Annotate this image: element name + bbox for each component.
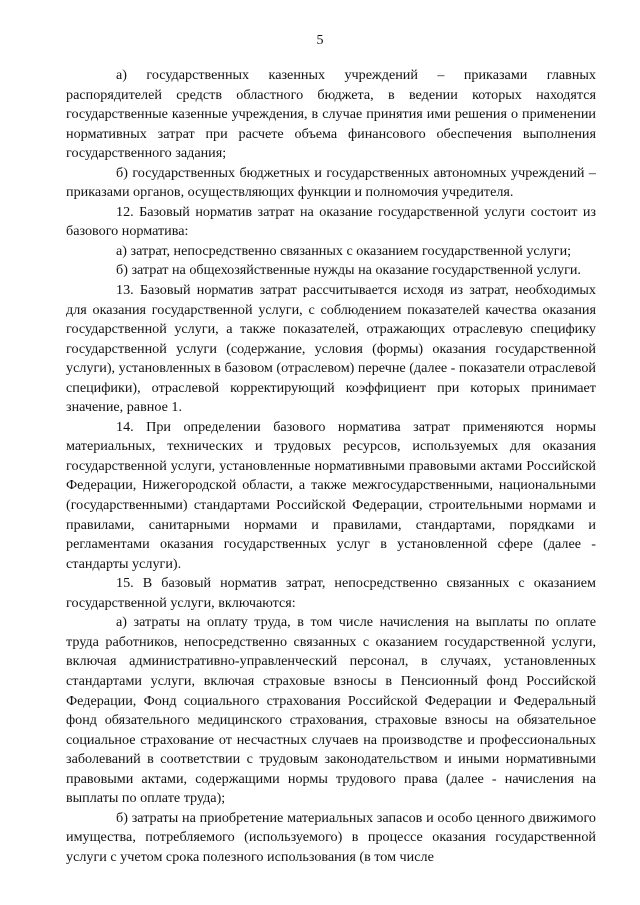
paragraph-15b: б) затраты на приобретение материальных запасов и особо ценного движимого имущества, потребляемого (используемого) в процессе оказания государственной услуги с учетом срока полезного использования (в том числе [66, 809, 596, 865]
paragraph-14: 14. При определении базового норматива затрат применяются нормы материальных, технических и трудовых ресурсов, используемых для оказания государственной услуги, установленные нормативными правовыми актами Российской Федерации, Нижегородской области, а также межгосударственными, национальными (государственными) стандартами Российской Федерации, строительными нормами и правилами, санитарными нормами и правилами, стандартами, порядками и регламентами оказания государственных услуг в установленной сфере (далее - стандарты услуги). [66, 418, 596, 572]
paragraph-1a: а) государственных казенных учреждений – приказами главных распорядителей средств областного бюджета, в ведении которых находятся государственные казенные учреждения, в случае принятия ими решения о применении нормативных затрат при расчете объема финансового обеспечения выполнения государственного задания; [66, 67, 596, 162]
paragraph-1b: б) государственных бюджетных и государственных автономных учреждений – приказами органов, осуществляющих функции и полномочия учредителя. [66, 164, 596, 201]
paragraph-15: 15. В базовый норматив затрат, непосредственно связанных с оказанием государственной услуги, включаются: [66, 575, 596, 611]
paragraph-12: 12. Базовый норматив затрат на оказание государственной услуги состоит из базового норматива: [66, 203, 596, 240]
paragraph-12a: а) затрат, непосредственно связанных с оказанием государственной услуги; [116, 242, 572, 259]
paragraph-15a: а) затраты на оплату труда, в том числе начисления на выплаты по оплате труда работников, непосредственно связанных с оказанием государственной услуги, включая административно-управленческий персонал, в случаях, установленных стандартами услуги, включая страховые взносы в Пенсионный фонд Российской Федерации, Фонд социального страхования Российской Федерации и Федеральный фонд обязательного медицинского страхования, страховые взносы на обязательное социальное страхование от несчастных случаев на производстве и профессиональных заболеваний в соответствии с трудовым законодательством и иными нормативными правовыми актами, содержащими нормы трудового права (далее - начисления на выплаты по оплате труда); [66, 614, 596, 807]
paragraph-13: 13. Базовый норматив затрат рассчитывается исходя из затрат, необходимых для оказания государственной услуги, с соблюдением показателей качества оказания государственной услуги, а также показателей, отражающих отраслевую специфику государственной услуги (содержание, условия (формы) оказания государственной услуги), установленных в базовом (отраслевом) перечне (далее - показатели отраслевой специфики), отраслевой корректирующий коэффициент при которых принимает значение, равное 1. [66, 282, 597, 416]
page-number: 5 [316, 33, 324, 48]
paragraph-12b: б) затрат на общехозяйственные нужды на оказание государственной услуги. [116, 262, 581, 279]
document-body [66, 66, 596, 867]
